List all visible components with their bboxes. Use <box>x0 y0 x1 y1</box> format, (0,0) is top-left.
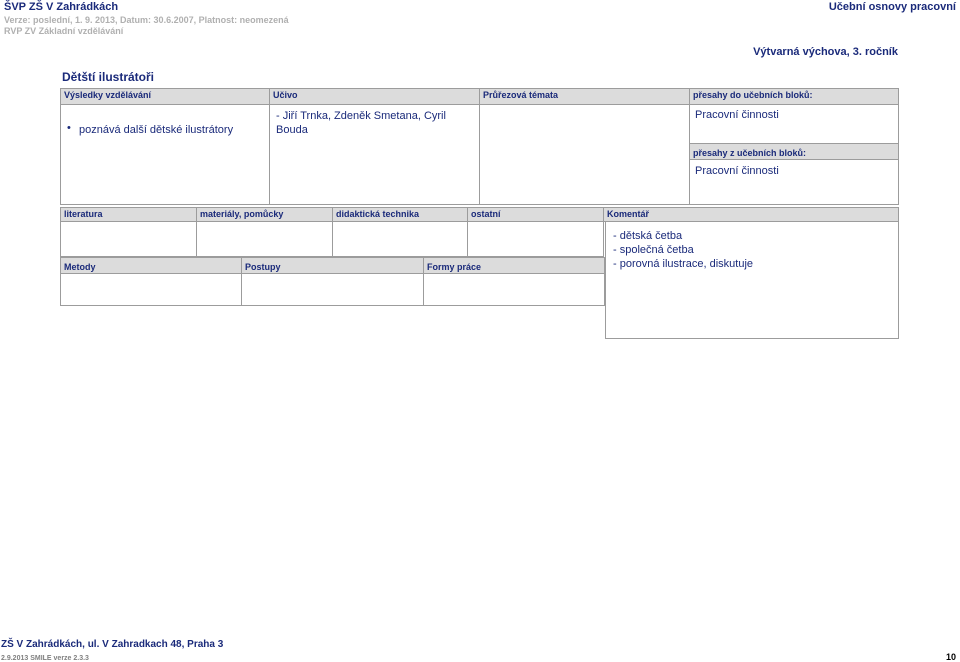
comment-lines <box>613 229 753 271</box>
procedures-cell <box>241 273 424 306</box>
rvp-line: RVP ZV Základní vzdělávání <box>4 26 124 36</box>
document-type: Učební osnovy pracovní <box>828 1 956 13</box>
subject-grade: Výtvarná výchova, 3. ročník <box>753 46 898 58</box>
footer-address: ZŠ V Zahrádkách, ul. V Zahradkach 48, Praha 3 <box>1 639 224 650</box>
header-materials: materiály, pomůcky <box>196 207 333 222</box>
version-line: Verze: poslední, 1. 9. 2013, Datum: 30.6.2007, Platnost: neomezená <box>4 15 289 25</box>
header-cross-topics: Průřezová témata <box>479 88 690 105</box>
literature-cell <box>60 221 197 257</box>
overlaps-from-value: Pracovní činnosti <box>695 165 779 177</box>
header-comment: Komentář <box>603 207 899 222</box>
header-work-forms: Formy práce <box>423 257 605 274</box>
header-didactic-tech: didaktická technika <box>332 207 468 222</box>
comment-line: - společná četba <box>613 244 694 256</box>
bullet-icon: • <box>67 122 71 134</box>
comment-line: - dětská četba <box>613 230 683 242</box>
outcomes-cell <box>60 104 270 205</box>
header-procedures: Postupy <box>241 257 424 274</box>
header-outcomes: Výsledky vzdělávání <box>60 88 270 105</box>
comment-cell <box>605 221 899 339</box>
overlaps-to-cell <box>689 104 899 144</box>
footer-software: 2.9.2013 SMILE verze 2.3.3 <box>1 655 89 662</box>
section-title: Dětští ilustrátoři <box>62 70 155 84</box>
school-name: ŠVP ZŠ V Zahrádkách <box>4 1 119 13</box>
other-cell <box>467 221 604 257</box>
outcome-text: poznává další dětské ilustrátory <box>79 124 234 136</box>
header-overlaps-from: přesahy z učebních bloků: <box>689 143 899 160</box>
header-methods: Metody <box>60 257 242 274</box>
header-overlaps-to: přesahy do učebních bloků: <box>689 88 899 105</box>
didactic-tech-cell <box>332 221 468 257</box>
page-number: 10 <box>945 652 956 662</box>
content-text: - Jiří Trnka, Zdeněk Smetana, Cyril Bouda <box>276 110 446 136</box>
materials-cell <box>196 221 333 257</box>
methods-cell <box>60 273 242 306</box>
work-forms-cell <box>423 273 605 306</box>
header-literature: literatura <box>60 207 197 222</box>
content-cell <box>269 104 480 205</box>
header-other: ostatní <box>467 207 604 222</box>
overlaps-to-value: Pracovní činnosti <box>695 109 779 121</box>
cross-topics-cell <box>479 104 690 205</box>
header-content: Učivo <box>269 88 480 105</box>
overlaps-from-cell <box>689 159 899 205</box>
comment-line: - porovná ilustrace, diskutuje <box>613 258 754 270</box>
